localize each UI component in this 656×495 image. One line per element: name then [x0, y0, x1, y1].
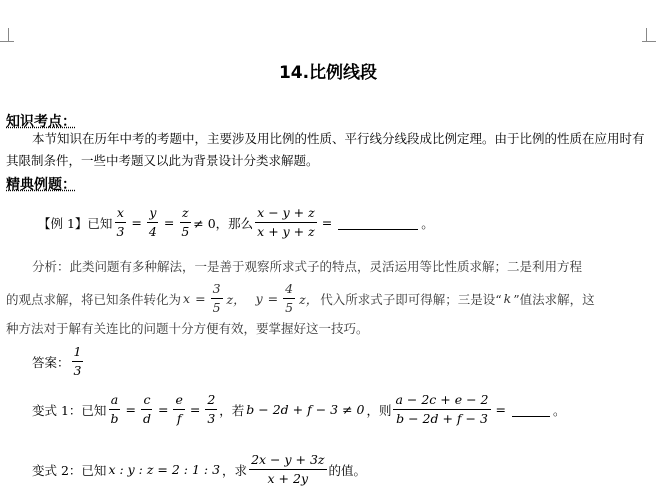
fraction: $\frac{z}{5}$	[181, 205, 190, 239]
fraction: $\frac{2}{3}$	[207, 392, 216, 426]
inequality-text: ≠ 0，那么	[193, 215, 254, 231]
answer-blank	[338, 228, 418, 230]
fraction: $\frac{x - y + z}{x + y + z}$	[257, 205, 315, 239]
fraction: $\frac{c}{d}$	[142, 392, 151, 426]
fraction: $\frac{a - 2c + e - 2}{b - 2d + f - 3}$	[395, 392, 489, 426]
crop-mark	[642, 41, 656, 42]
answer-blank	[512, 415, 550, 417]
fraction: $\frac{a}{b}$	[110, 392, 119, 426]
crop-mark	[0, 41, 14, 42]
section-heading-examples: 精典例题：	[6, 177, 76, 193]
analysis-line-1: 分析：此类问题有多种解法，一是善于观察所求式子的特点，灵活运用等比性质求解；二是利用方程	[32, 259, 583, 274]
section-heading-knowledge: 知识考点：	[6, 114, 76, 130]
fraction: $\frac{x}{3}$	[116, 205, 125, 239]
crop-mark	[646, 28, 647, 42]
fraction: $\frac{y}{4}$	[148, 205, 157, 239]
crop-mark	[8, 28, 9, 42]
variant-1: 变式 1：已知 $\frac{a}{b}$ = $\frac{c}{d}$ = $\frac{e}{f}$ = $\frac{2}{3}$ ，若 b − 2d + f − 3 ≠ 0 ，则 $\frac{a - 2c + e - 2}{b - 2d + f - 3}$ = 。	[32, 392, 566, 426]
fraction: $\frac{2x - y + 3z}{x + 2y}$	[251, 452, 325, 486]
variant-2: 变式 2：已知 x : y : z = 2 : 1 : 3 ，求 $\frac{2x - y + 3z}{x + 2y}$ 的值。	[32, 452, 367, 486]
answer: 答案： $\frac{1}{3}$	[32, 344, 82, 378]
analysis-line-3: 种方法对于解有关连比的问题十分方便有效，要掌握好这一技巧。	[6, 321, 369, 336]
fraction: $\frac{e}{f}$	[175, 392, 183, 426]
fraction: $\frac{1}{3}$	[73, 344, 82, 378]
analysis-line-2: 的观点求解，将已知条件转化为 x = $\frac{3}{5}$ z， y = $\frac{4}{5}$ z， 代入所求式子即可得解；三是设“ k ”值法求解，这	[6, 281, 595, 315]
example-1-label: 【例 1】已知	[38, 215, 113, 231]
example-1: 【例 1】已知 $\frac{x}{3}$ = $\frac{y}{4}$ = $\frac{z}{5}$ ≠ 0，那么 $\frac{x - y + z}{x + y + z}$ = 。	[38, 205, 434, 239]
fraction: $\frac{4}{5}$	[285, 281, 294, 315]
knowledge-paragraph: 本节知识在历年中考的考题中，主要涉及用比例的性质、平行线分线段成比例定理。由于比例的性质在应用时有其限制条件，一些中考题又以此为背景设计分类求解题。	[6, 131, 645, 168]
page-title: 14.比例线段	[278, 63, 378, 83]
fraction: $\frac{3}{5}$	[212, 281, 221, 315]
